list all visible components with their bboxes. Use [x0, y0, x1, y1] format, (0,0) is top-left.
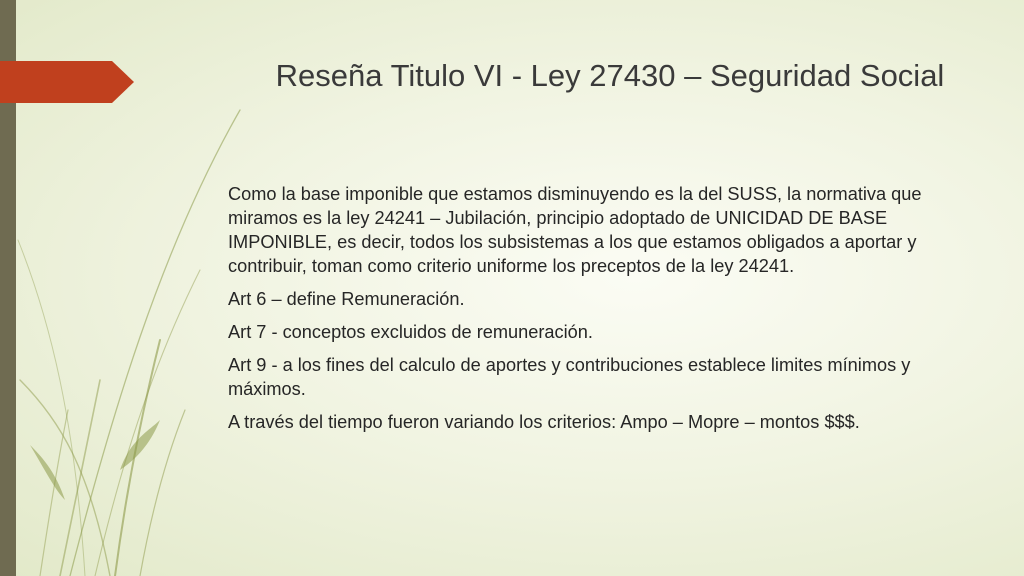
title-arrow-accent — [0, 61, 134, 103]
body-paragraph-intro: Como la base imponible que estamos disminuyendo es la del SUSS, la normativa que miramos es la ley 24241 – Jubilación, principio adoptado de UNICIDAD DE BASE IMPONIBLE, es decir, todos los subsistemas a los que estamos obligados a aportar y contribuir, toman como criterio uniforme los preceptos de la ley 24241. — [228, 184, 922, 276]
slide-title: Reseña Titulo VI - Ley 27430 – Seguridad Social — [275, 58, 945, 93]
slide-body — [228, 182, 973, 443]
body-paragraph-art-6: Art 6 – define Remuneración. — [228, 289, 465, 309]
body-paragraph-art-7: Art 7 - conceptos excluidos de remuneración. — [228, 322, 593, 342]
body-paragraph-art-9: Art 9 - a los fines del calculo de aportes y contribuciones establece limites mínimos y máximos. — [228, 355, 911, 399]
body-paragraph-criteria: A través del tiempo fueron variando los criterios: Ampo – Mopre – montos $$$. — [228, 412, 860, 432]
